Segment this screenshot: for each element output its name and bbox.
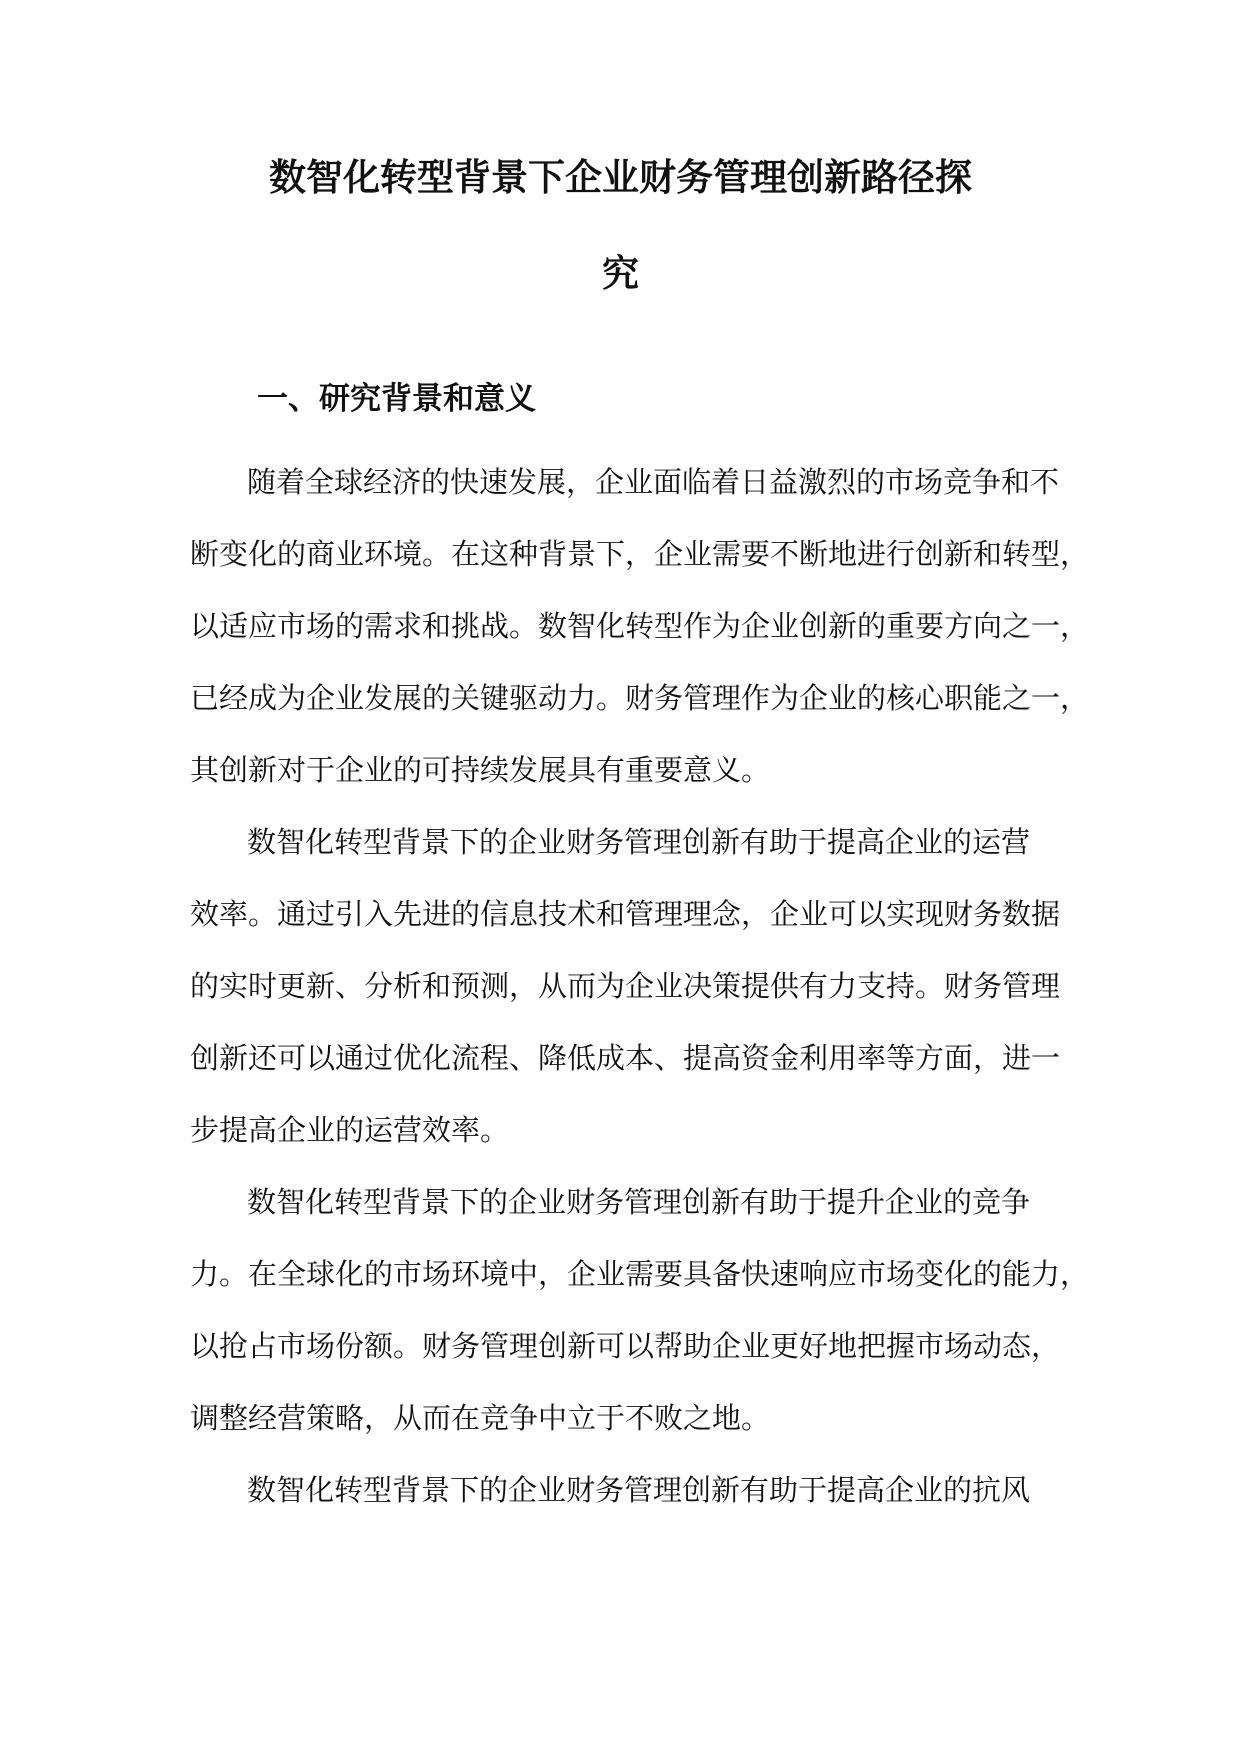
paragraph-line: 以抢占市场份额。财务管理创新可以帮助企业更好地把握市场动态， — [190, 1329, 1061, 1363]
paragraph-line: 以适应市场的需求和挑战。数智化转型作为企业创新的重要方向之一， — [190, 609, 1090, 643]
paragraph-line: 的实时更新、分析和预测，从而为企业决策提供有力支持。财务管理 — [190, 969, 1061, 1003]
paragraph-line: 数智化转型背景下的企业财务管理创新有助于提升企业的竞争 — [247, 1185, 1031, 1219]
paragraph-line: 力。在全球化的市场环境中，企业需要具备快速响应市场变化的能力， — [190, 1257, 1090, 1291]
paragraph-line: 创新还可以通过优化流程、降低成本、提高资金利用率等方面，进一 — [190, 1041, 1061, 1075]
paragraph-line: 随着全球经济的快速发展，企业面临着日益激烈的市场竞争和不 — [247, 465, 1060, 499]
document-title-line-1: 数智化转型背景下企业财务管理创新路径探 — [269, 156, 972, 199]
section-heading: 一、研究背景和意义 — [257, 381, 536, 417]
paragraph-line: 数智化转型背景下的企业财务管理创新有助于提高企业的运营 — [247, 825, 1031, 859]
paragraph-line: 断变化的商业环境。在这种背景下，企业需要不断地进行创新和转型， — [190, 537, 1090, 571]
paragraph-line: 数智化转型背景下的企业财务管理创新有助于提高企业的抗风 — [247, 1473, 1031, 1507]
paragraph-line: 其创新对于企业的可持续发展具有重要意义。 — [190, 753, 771, 787]
paragraph-line: 效率。通过引入先进的信息技术和管理理念，企业可以实现财务数据 — [190, 897, 1061, 931]
document-title-line-2: 究 — [602, 252, 639, 295]
paragraph-line: 已经成为企业发展的关键驱动力。财务管理作为企业的核心职能之一， — [190, 681, 1090, 715]
paragraph-line: 调整经营策略，从而在竞争中立于不败之地。 — [190, 1401, 771, 1435]
paragraph-line: 步提高企业的运营效率。 — [190, 1113, 510, 1147]
